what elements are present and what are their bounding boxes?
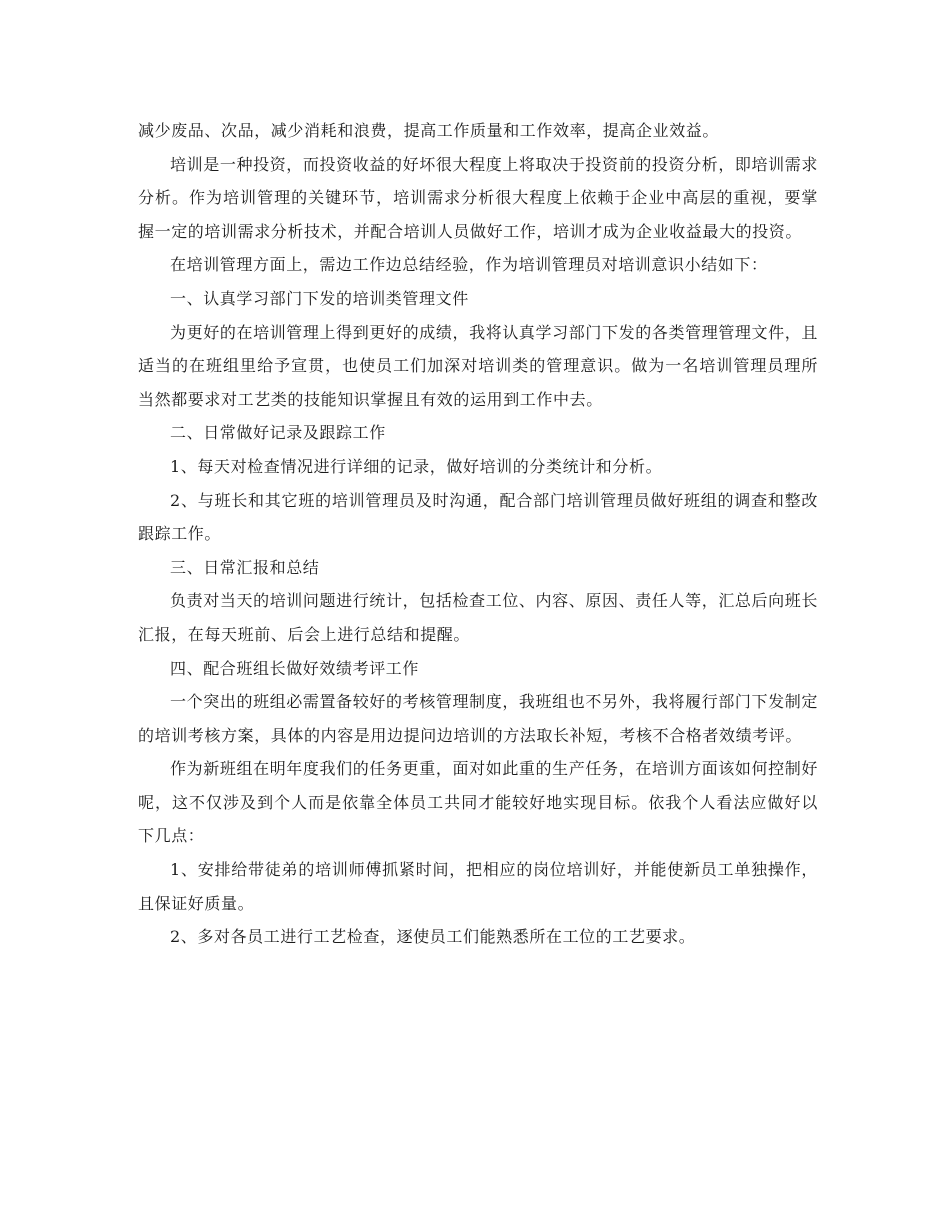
section-heading: 四、配合班组长做好效绩考评工作 <box>170 658 420 678</box>
list-item: 2、多对各员工进行工艺检查，逐使员工们能熟悉所在工位的工艺要求。 <box>170 927 696 947</box>
section-heading: 三、日常汇报和总结 <box>170 557 320 577</box>
paragraph: 一个突出的班组必需置备较好的考核管理制度，我班组也不另外，我将履行部门下发制定的培训考核方案，具体的内容是用边提问边培训的方法取长补短，考核不合格者效绩考评。 <box>138 692 818 745</box>
paragraph: 为更好的在培训管理上得到更好的成绩，我将认真学习部门下发的各类管理管理文件，且适当的在班组里给予宣贯，也使员工们加深对培训类的管理意识。做为一名培训管理员理所当然都要求对工艺类的技能知识掌握且有效的运用到工作中去。 <box>138 322 818 409</box>
paragraph: 负责对当天的培训问题进行统计，包括检查工位、内容、原因、责任人等，汇总后向班长汇报，在每天班前、后会上进行总结和提醒。 <box>138 591 818 644</box>
section-heading: 二、日常做好记录及跟踪工作 <box>170 423 386 443</box>
paragraph: 培训是一种投资，而投资收益的好坏很大程度上将取决于投资前的投资分析，即培训需求分析。作为培训管理的关键环节，培训需求分析很大程度上依赖于企业中高层的重视，要掌握一定的培训需求分析技术，并配合培训人员做好工作，培训才成为企业收益最大的投资。 <box>138 154 818 241</box>
list-item: 1、每天对检查情况进行详细的记录，做好培训的分类统计和分析。 <box>170 456 663 476</box>
list-item: 2、与班长和其它班的培训管理员及时沟通，配合部门培训管理员做好班组的调查和整改跟踪工作。 <box>138 490 818 544</box>
document-body <box>138 114 818 954</box>
paragraph: 减少废品、次品，减少消耗和浪费，提高工作质量和工作效率，提高企业效益。 <box>138 121 720 140</box>
list-item: 1、安排给带徒弟的培训师傅抓紧时间，把相应的岗位培训好，并能使新员工单独操作，且保证好质量。 <box>138 860 818 913</box>
paragraph: 在培训管理方面上，需边工作边总结经验，作为培训管理员对培训意识小结如下： <box>170 255 768 275</box>
section-heading: 一、认真学习部门下发的培训类管理文件 <box>170 288 469 308</box>
paragraph: 作为新班组在明年度我们的任务更重，面对如此重的生产任务，在培训方面该如何控制好呢，这不仅涉及到个人而是依靠全体员工共同才能较好地实现目标。依我个人看法应做好以下几点： <box>138 759 818 846</box>
